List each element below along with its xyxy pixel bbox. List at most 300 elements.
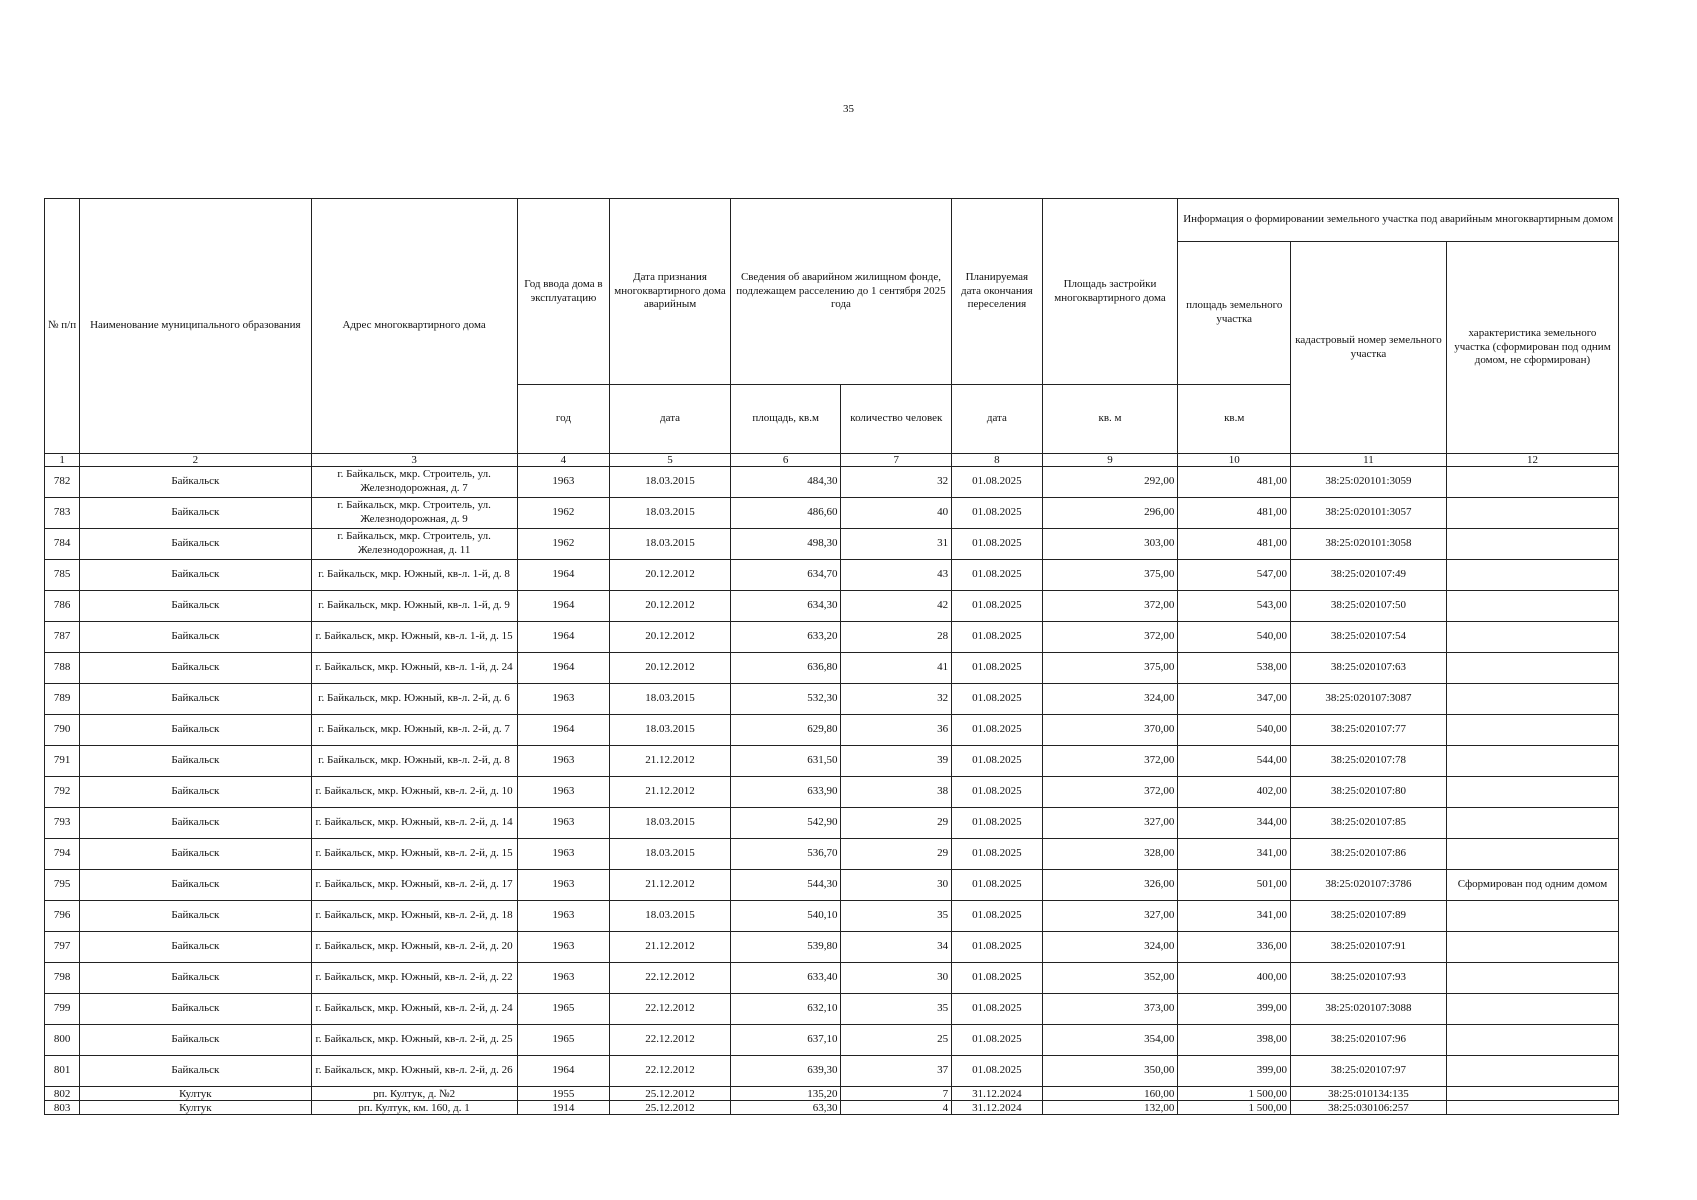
table-row	[45, 1101, 1619, 1115]
table-row	[45, 467, 1619, 498]
resettle-date-cell: 01.08.2025	[952, 746, 1043, 777]
land-area-cell: 501,00	[1178, 870, 1291, 901]
row-number: 803	[45, 1101, 80, 1115]
table-row	[45, 715, 1619, 746]
cadastral-cell: 38:25:030106:257	[1291, 1101, 1447, 1115]
cadastral-cell: 38:25:020107:49	[1291, 560, 1447, 591]
table-row	[45, 1087, 1619, 1101]
table-row	[45, 529, 1619, 560]
resettle-date-cell: 01.08.2025	[952, 622, 1043, 653]
resettle-date-cell: 31.12.2024	[952, 1087, 1043, 1101]
land-area-cell: 400,00	[1178, 963, 1291, 994]
decl-date-cell: 20.12.2012	[610, 560, 731, 591]
build-area-cell: 372,00	[1042, 746, 1178, 777]
address-cell: г. Байкальск, мкр. Строитель, ул. Железнодорожная, д. 7	[311, 467, 517, 498]
header-num: № п/п	[45, 199, 80, 454]
people-cell: 41	[841, 653, 952, 684]
municipality-cell: Байкальск	[80, 622, 311, 653]
resettle-date-cell: 01.08.2025	[952, 653, 1043, 684]
decl-date-cell: 18.03.2015	[610, 715, 731, 746]
municipality-cell: Байкальск	[80, 560, 311, 591]
land-area-cell: 538,00	[1178, 653, 1291, 684]
area-cell: 629,80	[730, 715, 841, 746]
table-row	[45, 777, 1619, 808]
column-number: 6	[730, 454, 841, 467]
area-cell: 539,80	[730, 932, 841, 963]
address-cell: г. Байкальск, мкр. Строитель, ул. Железнодорожная, д. 9	[311, 498, 517, 529]
build-area-cell: 372,00	[1042, 622, 1178, 653]
area-cell: 633,40	[730, 963, 841, 994]
municipality-cell: Байкальск	[80, 994, 311, 1025]
people-cell: 43	[841, 560, 952, 591]
area-cell: 634,30	[730, 591, 841, 622]
table-row	[45, 622, 1619, 653]
row-number: 790	[45, 715, 80, 746]
people-cell: 30	[841, 963, 952, 994]
people-cell: 36	[841, 715, 952, 746]
column-number: 11	[1291, 454, 1447, 467]
table-row	[45, 653, 1619, 684]
cadastral-cell: 38:25:020107:80	[1291, 777, 1447, 808]
people-cell: 34	[841, 932, 952, 963]
address-cell: г. Байкальск, мкр. Южный, кв-л. 1-й, д. 9	[311, 591, 517, 622]
land-char-cell	[1446, 653, 1618, 684]
municipality-cell: Култук	[80, 1087, 311, 1101]
resettle-date-cell: 01.08.2025	[952, 1056, 1043, 1087]
land-char-cell	[1446, 1056, 1618, 1087]
build-area-cell: 375,00	[1042, 560, 1178, 591]
land-char-cell	[1446, 777, 1618, 808]
people-cell: 37	[841, 1056, 952, 1087]
people-cell: 30	[841, 870, 952, 901]
decl-date-cell: 22.12.2012	[610, 994, 731, 1025]
year-cell: 1963	[517, 777, 610, 808]
cadastral-cell: 38:25:020107:54	[1291, 622, 1447, 653]
people-cell: 38	[841, 777, 952, 808]
row-number: 787	[45, 622, 80, 653]
people-cell: 7	[841, 1087, 952, 1101]
build-area-cell: 303,00	[1042, 529, 1178, 560]
header-resettle-date: Планируемая дата окончания переселения	[952, 199, 1043, 385]
year-cell: 1963	[517, 684, 610, 715]
build-area-cell: 375,00	[1042, 653, 1178, 684]
header-fund-info: Сведения об аварийном жилищном фонде, подлежащем расселению до 1 сентября 2025 года	[730, 199, 951, 385]
land-area-cell: 544,00	[1178, 746, 1291, 777]
cadastral-cell: 38:25:020107:63	[1291, 653, 1447, 684]
area-cell: 544,30	[730, 870, 841, 901]
cadastral-cell: 38:25:020107:91	[1291, 932, 1447, 963]
column-number: 9	[1042, 454, 1178, 467]
decl-date-cell: 18.03.2015	[610, 467, 731, 498]
cadastral-cell: 38:25:020101:3058	[1291, 529, 1447, 560]
page-number: 35	[843, 103, 854, 115]
year-cell: 1963	[517, 808, 610, 839]
land-area-cell: 481,00	[1178, 467, 1291, 498]
row-number: 797	[45, 932, 80, 963]
cadastral-cell: 38:25:020107:50	[1291, 591, 1447, 622]
decl-date-cell: 18.03.2015	[610, 901, 731, 932]
area-cell: 542,90	[730, 808, 841, 839]
land-area-cell: 1 500,00	[1178, 1087, 1291, 1101]
people-cell: 29	[841, 808, 952, 839]
resettle-date-cell: 31.12.2024	[952, 1101, 1043, 1115]
decl-date-cell: 18.03.2015	[610, 684, 731, 715]
municipality-cell: Байкальск	[80, 715, 311, 746]
row-number: 784	[45, 529, 80, 560]
people-cell: 40	[841, 498, 952, 529]
area-cell: 634,70	[730, 560, 841, 591]
row-number: 802	[45, 1087, 80, 1101]
emergency-housing-table	[44, 198, 1619, 1115]
row-number: 786	[45, 591, 80, 622]
table-row	[45, 684, 1619, 715]
year-cell: 1963	[517, 839, 610, 870]
address-cell: г. Байкальск, мкр. Южный, кв-л. 2-й, д. 26	[311, 1056, 517, 1087]
resettle-date-cell: 01.08.2025	[952, 529, 1043, 560]
build-area-cell: 373,00	[1042, 994, 1178, 1025]
municipality-cell: Байкальск	[80, 498, 311, 529]
decl-date-cell: 20.12.2012	[610, 653, 731, 684]
row-number: 794	[45, 839, 80, 870]
header-year: Год ввода дома в эксплуатацию	[517, 199, 610, 385]
resettle-date-cell: 01.08.2025	[952, 560, 1043, 591]
land-char-cell	[1446, 498, 1618, 529]
header-decl-date: Дата признания многоквартирного дома аварийным	[610, 199, 731, 385]
address-cell: г. Байкальск, мкр. Южный, кв-л. 2-й, д. 25	[311, 1025, 517, 1056]
cadastral-cell: 38:25:020107:85	[1291, 808, 1447, 839]
address-cell: г. Байкальск, мкр. Южный, кв-л. 2-й, д. 8	[311, 746, 517, 777]
people-cell: 4	[841, 1101, 952, 1115]
table-row	[45, 932, 1619, 963]
cadastral-cell: 38:25:020107:3087	[1291, 684, 1447, 715]
area-cell: 540,10	[730, 901, 841, 932]
decl-date-cell: 22.12.2012	[610, 1025, 731, 1056]
address-cell: г. Байкальск, мкр. Южный, кв-л. 1-й, д. 15	[311, 622, 517, 653]
resettle-date-cell: 01.08.2025	[952, 994, 1043, 1025]
people-cell: 25	[841, 1025, 952, 1056]
land-area-cell: 547,00	[1178, 560, 1291, 591]
land-char-cell	[1446, 684, 1618, 715]
municipality-cell: Байкальск	[80, 870, 311, 901]
municipality-cell: Байкальск	[80, 1056, 311, 1087]
decl-date-cell: 20.12.2012	[610, 591, 731, 622]
land-char-cell	[1446, 622, 1618, 653]
people-cell: 35	[841, 994, 952, 1025]
row-number: 798	[45, 963, 80, 994]
unit-people: количество человек	[841, 385, 952, 454]
build-area-cell: 372,00	[1042, 591, 1178, 622]
row-number: 800	[45, 1025, 80, 1056]
year-cell: 1964	[517, 1056, 610, 1087]
land-char-cell	[1446, 1025, 1618, 1056]
resettle-date-cell: 01.08.2025	[952, 715, 1043, 746]
row-number: 789	[45, 684, 80, 715]
build-area-cell: 327,00	[1042, 901, 1178, 932]
land-char-cell	[1446, 839, 1618, 870]
land-char-cell	[1446, 963, 1618, 994]
build-area-cell: 292,00	[1042, 467, 1178, 498]
people-cell: 31	[841, 529, 952, 560]
land-area-cell: 481,00	[1178, 529, 1291, 560]
build-area-cell: 296,00	[1042, 498, 1178, 529]
address-cell: г. Байкальск, мкр. Южный, кв-л. 2-й, д. 24	[311, 994, 517, 1025]
land-area-cell: 399,00	[1178, 994, 1291, 1025]
table-row	[45, 901, 1619, 932]
year-cell: 1963	[517, 746, 610, 777]
header-municipality: Наименование муниципального образования	[80, 199, 311, 454]
cadastral-cell: 38:25:010134:135	[1291, 1087, 1447, 1101]
area-cell: 135,20	[730, 1087, 841, 1101]
municipality-cell: Байкальск	[80, 901, 311, 932]
address-cell: г. Байкальск, мкр. Южный, кв-л. 2-й, д. 15	[311, 839, 517, 870]
area-cell: 532,30	[730, 684, 841, 715]
land-char-cell	[1446, 467, 1618, 498]
land-char-cell	[1446, 1101, 1618, 1115]
table-row	[45, 839, 1619, 870]
area-cell: 498,30	[730, 529, 841, 560]
municipality-cell: Байкальск	[80, 1025, 311, 1056]
column-number: 10	[1178, 454, 1291, 467]
column-number: 3	[311, 454, 517, 467]
year-cell: 1963	[517, 901, 610, 932]
unit-date-2: дата	[952, 385, 1043, 454]
municipality-cell: Байкальск	[80, 653, 311, 684]
area-cell: 637,10	[730, 1025, 841, 1056]
column-number: 7	[841, 454, 952, 467]
year-cell: 1964	[517, 715, 610, 746]
address-cell: г. Байкальск, мкр. Южный, кв-л. 2-й, д. 10	[311, 777, 517, 808]
land-char-cell: Сформирован под одним домом	[1446, 870, 1618, 901]
unit-kvm: кв. м	[1042, 385, 1178, 454]
people-cell: 39	[841, 746, 952, 777]
municipality-cell: Байкальск	[80, 932, 311, 963]
address-cell: г. Байкальск, мкр. Строитель, ул. Железнодорожная, д. 11	[311, 529, 517, 560]
land-area-cell: 399,00	[1178, 1056, 1291, 1087]
row-number: 796	[45, 901, 80, 932]
year-cell: 1963	[517, 963, 610, 994]
municipality-cell: Байкальск	[80, 746, 311, 777]
land-char-cell	[1446, 715, 1618, 746]
header-cadastral: кадастровый номер земельного участка	[1291, 242, 1447, 454]
cadastral-cell: 38:25:020107:89	[1291, 901, 1447, 932]
decl-date-cell: 21.12.2012	[610, 777, 731, 808]
resettle-date-cell: 01.08.2025	[952, 932, 1043, 963]
resettle-date-cell: 01.08.2025	[952, 591, 1043, 622]
year-cell: 1963	[517, 467, 610, 498]
decl-date-cell: 22.12.2012	[610, 963, 731, 994]
build-area-cell: 326,00	[1042, 870, 1178, 901]
decl-date-cell: 20.12.2012	[610, 622, 731, 653]
municipality-cell: Байкальск	[80, 529, 311, 560]
year-cell: 1955	[517, 1087, 610, 1101]
address-cell: г. Байкальск, мкр. Южный, кв-л. 2-й, д. 20	[311, 932, 517, 963]
land-area-cell: 341,00	[1178, 901, 1291, 932]
header-land-info: Информация о формировании земельного участка под аварийным многоквартирным домом	[1178, 199, 1619, 242]
year-cell: 1962	[517, 498, 610, 529]
year-cell: 1965	[517, 994, 610, 1025]
table-row	[45, 1025, 1619, 1056]
table-body	[45, 467, 1619, 1115]
header-land-area: площадь земельного участка	[1178, 242, 1291, 385]
address-cell: г. Байкальск, мкр. Южный, кв-л. 1-й, д. 24	[311, 653, 517, 684]
people-cell: 35	[841, 901, 952, 932]
people-cell: 32	[841, 684, 952, 715]
land-char-cell	[1446, 529, 1618, 560]
decl-date-cell: 18.03.2015	[610, 498, 731, 529]
column-number: 8	[952, 454, 1043, 467]
resettle-date-cell: 01.08.2025	[952, 777, 1043, 808]
land-char-cell	[1446, 808, 1618, 839]
resettle-date-cell: 01.08.2025	[952, 901, 1043, 932]
address-cell: г. Байкальск, мкр. Южный, кв-л. 2-й, д. 22	[311, 963, 517, 994]
municipality-cell: Байкальск	[80, 591, 311, 622]
cadastral-cell: 38:25:020107:3786	[1291, 870, 1447, 901]
year-cell: 1964	[517, 591, 610, 622]
cadastral-cell: 38:25:020107:93	[1291, 963, 1447, 994]
year-cell: 1963	[517, 932, 610, 963]
land-area-cell: 402,00	[1178, 777, 1291, 808]
address-cell: г. Байкальск, мкр. Южный, кв-л. 2-й, д. 14	[311, 808, 517, 839]
people-cell: 28	[841, 622, 952, 653]
build-area-cell: 327,00	[1042, 808, 1178, 839]
municipality-cell: Байкальск	[80, 467, 311, 498]
municipality-cell: Байкальск	[80, 963, 311, 994]
municipality-cell: Байкальск	[80, 839, 311, 870]
table-row	[45, 1056, 1619, 1087]
build-area-cell: 354,00	[1042, 1025, 1178, 1056]
land-char-cell	[1446, 746, 1618, 777]
decl-date-cell: 18.03.2015	[610, 808, 731, 839]
decl-date-cell: 18.03.2015	[610, 839, 731, 870]
year-cell: 1914	[517, 1101, 610, 1115]
resettle-date-cell: 01.08.2025	[952, 1025, 1043, 1056]
unit-date: дата	[610, 385, 731, 454]
resettle-date-cell: 01.08.2025	[952, 684, 1043, 715]
table-row	[45, 994, 1619, 1025]
row-number: 793	[45, 808, 80, 839]
decl-date-cell: 22.12.2012	[610, 1056, 731, 1087]
decl-date-cell: 21.12.2012	[610, 870, 731, 901]
resettle-date-cell: 01.08.2025	[952, 498, 1043, 529]
cadastral-cell: 38:25:020107:78	[1291, 746, 1447, 777]
address-cell: г. Байкальск, мкр. Южный, кв-л. 2-й, д. 17	[311, 870, 517, 901]
municipality-cell: Байкальск	[80, 684, 311, 715]
land-char-cell	[1446, 994, 1618, 1025]
resettle-date-cell: 01.08.2025	[952, 870, 1043, 901]
header-build-area: Площадь застройки многоквартирного дома	[1042, 199, 1178, 385]
land-area-cell: 481,00	[1178, 498, 1291, 529]
area-cell: 633,20	[730, 622, 841, 653]
cadastral-cell: 38:25:020107:77	[1291, 715, 1447, 746]
build-area-cell: 352,00	[1042, 963, 1178, 994]
build-area-cell: 328,00	[1042, 839, 1178, 870]
unit-kvm-2: кв.м	[1178, 385, 1291, 454]
table-row	[45, 963, 1619, 994]
year-cell: 1964	[517, 653, 610, 684]
year-cell: 1963	[517, 870, 610, 901]
land-char-cell	[1446, 1087, 1618, 1101]
decl-date-cell: 25.12.2012	[610, 1101, 731, 1115]
build-area-cell: 132,00	[1042, 1101, 1178, 1115]
unit-area: площадь, кв.м	[730, 385, 841, 454]
land-char-cell	[1446, 560, 1618, 591]
table-row	[45, 746, 1619, 777]
land-area-cell: 341,00	[1178, 839, 1291, 870]
table-row	[45, 591, 1619, 622]
cadastral-cell: 38:25:020107:97	[1291, 1056, 1447, 1087]
land-char-cell	[1446, 932, 1618, 963]
address-cell: г. Байкальск, мкр. Южный, кв-л. 1-й, д. 8	[311, 560, 517, 591]
land-area-cell: 1 500,00	[1178, 1101, 1291, 1115]
resettle-date-cell: 01.08.2025	[952, 963, 1043, 994]
people-cell: 42	[841, 591, 952, 622]
land-char-cell	[1446, 591, 1618, 622]
address-cell: рп. Култук, д. №2	[311, 1087, 517, 1101]
row-number: 792	[45, 777, 80, 808]
table-row	[45, 808, 1619, 839]
row-number: 801	[45, 1056, 80, 1087]
table-row	[45, 870, 1619, 901]
column-number-row	[45, 454, 1619, 467]
decl-date-cell: 21.12.2012	[610, 746, 731, 777]
column-number: 5	[610, 454, 731, 467]
build-area-cell: 160,00	[1042, 1087, 1178, 1101]
year-cell: 1962	[517, 529, 610, 560]
cadastral-cell: 38:25:020107:86	[1291, 839, 1447, 870]
row-number: 791	[45, 746, 80, 777]
land-area-cell: 540,00	[1178, 622, 1291, 653]
area-cell: 631,50	[730, 746, 841, 777]
address-cell: г. Байкальск, мкр. Южный, кв-л. 2-й, д. 6	[311, 684, 517, 715]
area-cell: 63,30	[730, 1101, 841, 1115]
build-area-cell: 324,00	[1042, 684, 1178, 715]
address-cell: г. Байкальск, мкр. Южный, кв-л. 2-й, д. 7	[311, 715, 517, 746]
land-area-cell: 540,00	[1178, 715, 1291, 746]
cadastral-cell: 38:25:020107:3088	[1291, 994, 1447, 1025]
area-cell: 484,30	[730, 467, 841, 498]
land-char-cell	[1446, 901, 1618, 932]
column-number: 2	[80, 454, 311, 467]
resettle-date-cell: 01.08.2025	[952, 467, 1043, 498]
table-row	[45, 498, 1619, 529]
row-number: 782	[45, 467, 80, 498]
row-number: 788	[45, 653, 80, 684]
area-cell: 639,30	[730, 1056, 841, 1087]
area-cell: 636,80	[730, 653, 841, 684]
table-row	[45, 560, 1619, 591]
resettle-date-cell: 01.08.2025	[952, 839, 1043, 870]
land-area-cell: 543,00	[1178, 591, 1291, 622]
area-cell: 486,60	[730, 498, 841, 529]
people-cell: 32	[841, 467, 952, 498]
year-cell: 1964	[517, 560, 610, 591]
decl-date-cell: 21.12.2012	[610, 932, 731, 963]
cadastral-cell: 38:25:020101:3057	[1291, 498, 1447, 529]
year-cell: 1965	[517, 1025, 610, 1056]
cadastral-cell: 38:25:020107:96	[1291, 1025, 1447, 1056]
row-number: 799	[45, 994, 80, 1025]
municipality-cell: Байкальск	[80, 808, 311, 839]
build-area-cell: 372,00	[1042, 777, 1178, 808]
land-area-cell: 344,00	[1178, 808, 1291, 839]
row-number: 795	[45, 870, 80, 901]
people-cell: 29	[841, 839, 952, 870]
build-area-cell: 324,00	[1042, 932, 1178, 963]
area-cell: 633,90	[730, 777, 841, 808]
cadastral-cell: 38:25:020101:3059	[1291, 467, 1447, 498]
land-area-cell: 347,00	[1178, 684, 1291, 715]
municipality-cell: Байкальск	[80, 777, 311, 808]
